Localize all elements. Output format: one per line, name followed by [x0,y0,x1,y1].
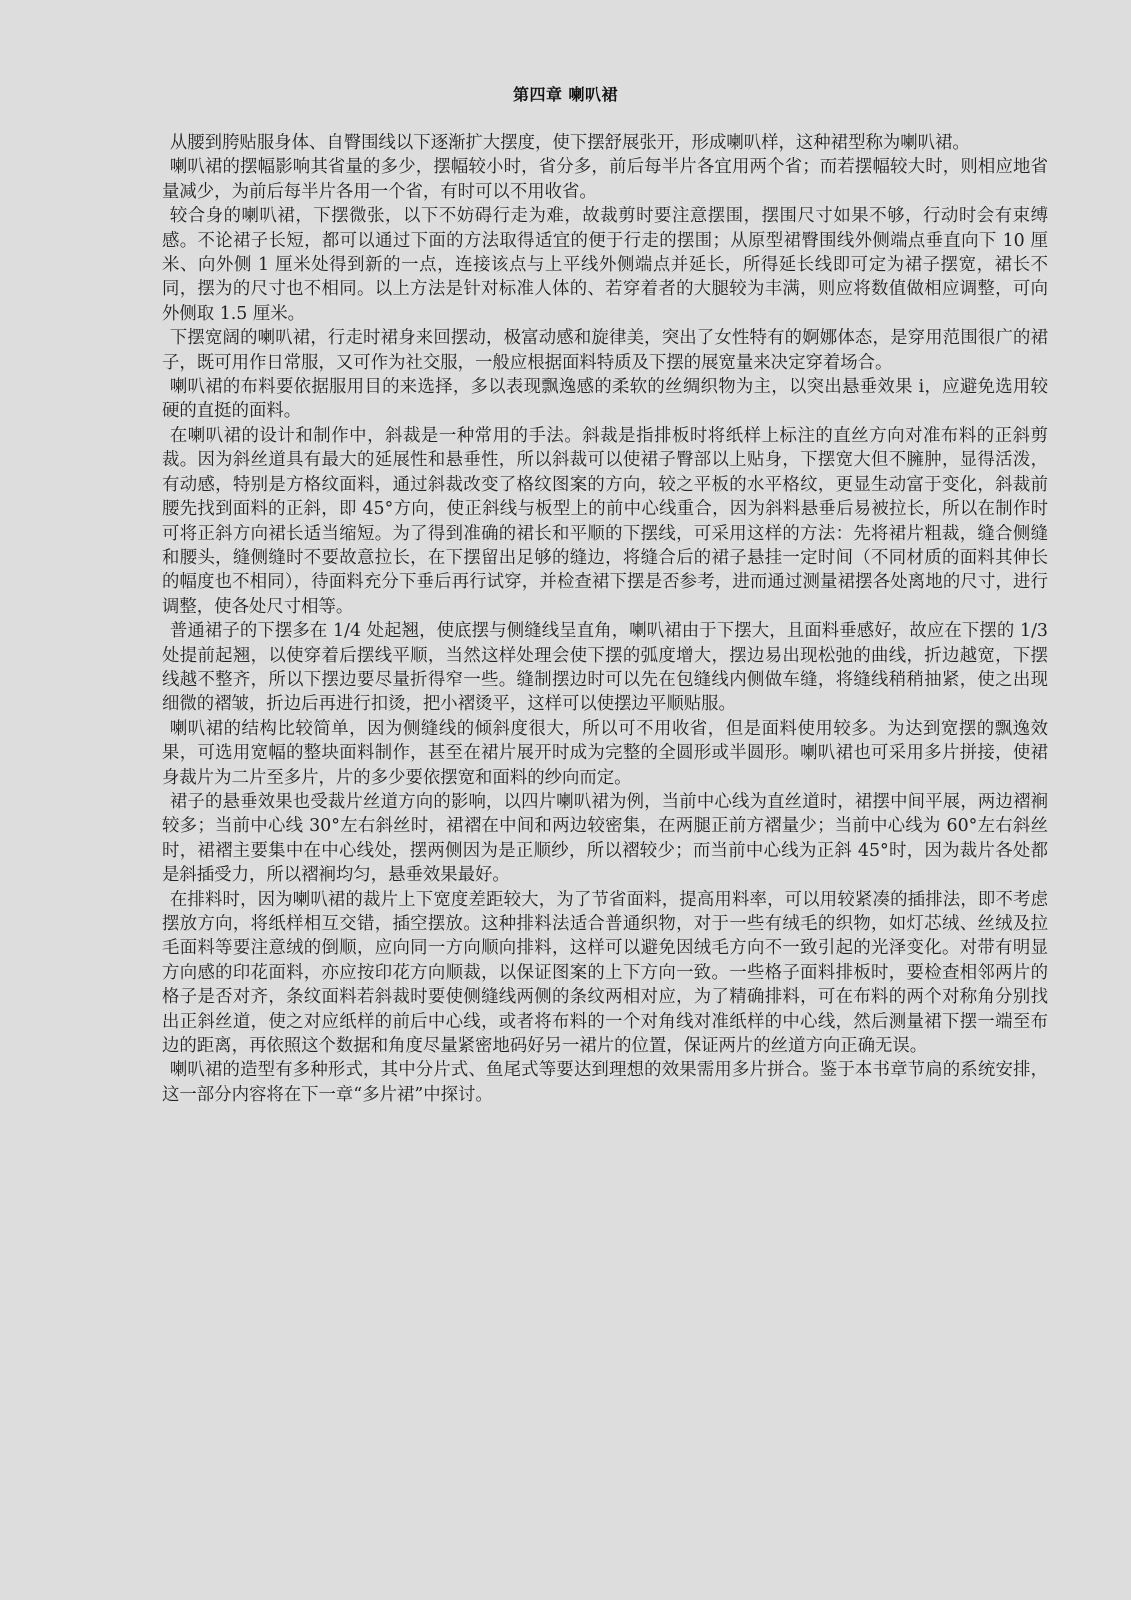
paragraph: 在排料时，因为喇叭裙的裁片上下宽度差距较大，为了节省面料，提高用料率，可以用较紧凑的插排法，即不考虑摆放方向，将纸样相互交错，插空摆放。这种排料法适合普通织物，对于一些有绒毛的织物，如灯芯绒、丝绒及拉毛面料等要注意绒的倒顺，应向同一方向顺向排料，这样可以避免因绒毛方向不一致引起的光泽变化。对带有明显方向感的印花面料，亦应按印花方向顺裁，以保证图案的上下方向一致。一些格子面料排板时，要检查相邻两片的格子是否对齐，条纹面料若斜裁时要使侧缝线两侧的条纹两相对应，为了精确排料，可在布料的两个对称角分别找出正斜丝道，使之对应纸样的前后中心线，或者将布料的一个对角线对准纸样的中心线，然后测量裙下摆一端至布边的距离，再依照这个数据和角度尽量紧密地码好另一裙片的位置，保证两片的丝道方向正确无误。 [162,889,1048,1057]
paragraph: 喇叭裙的布料要依据服用目的来选择，多以表现飘逸感的柔软的丝绸织物为主，以突出悬垂效果 i，应避免选用较硬的直挺的面料。 [162,377,1048,422]
paragraph: 下摆宽阔的喇叭裙，行走时裙身来回摆动，极富动感和旋律美，突出了女性特有的婀娜体态，是穿用范围很广的裙子，既可用作日常服，又可作为社交服，一般应根据面料特质及下摆的展宽量来决定穿着场合。 [162,328,1048,373]
paragraph: 较合身的喇叭裙，下摆微张，以下不妨碍行走为难，故裁剪时要注意摆围，摆围尺寸如果不够，行动时会有束缚感。不论裙子长短，都可以通过下面的方法取得适宜的便于行走的摆围；从原型裙臀围线外侧端点垂直向下 10 厘米、向外侧 1 厘米处得到新的一点，连接该点与上平线外侧端点并延长，所得延长线即可定为裙子摆宽，裙长不同，摆为的尺寸也不相同。以上方法是针对标准人体的、若穿着者的大腿较为丰满，则应将数值做相应调整，可向外侧取 1.5 厘米。 [162,206,1048,324]
paragraph: 普通裙子的下摆多在 1/4 处起翘，使底摆与侧缝线呈直角，喇叭裙由于下摆大，且面料垂感好，故应在下摆的 1/3 处提前起翘，以使穿着后摆线平顺，当然这样处理会使下摆的弧度增大，摆边易出现松弛的曲线，折边越宽，下摆线越不整齐，所以下摆边要尽量折得窄一些。缝制摆边时可以先在包缝线内侧做车缝，将缝线稍稍抽紧，使之出现细微的褶皱，折边后再进行扣烫，把小褶烫平，这样可以使摆边平顺贴服。 [162,621,1048,715]
paragraph: 在喇叭裙的设计和制作中，斜裁是一种常用的手法。斜裁是指排板时将纸样上标注的直丝方向对准布料的正斜剪裁。因为斜丝道具有最大的延展性和悬垂性，所以斜裁可以使裙子臀部以上贴身，下摆宽大但不臃肿，显得活泼，有动感，特别是方格纹面料，通过斜裁改变了格纹图案的方向，较之平板的水平格纹，更显生动富于变化，斜裁前腰先找到面料的正斜，即 45°方向，使正斜线与板型上的前中心线重合，因为斜料悬垂后易被拉长，所以在制作时可将正斜方向裙长适当缩短。为了得到准确的裙长和平顺的下摆线，可采用这样的方法：先将裙片粗裁，缝合侧缝和腰头，缝侧缝时不要故意拉长，在下摆留出足够的缝边，将缝合后的裙子悬挂一定时间（不同材质的面料其伸长的幅度也不相同），待面料充分下垂后再行试穿，并检查裙下摆是否参考，进而通过测量裙摆各处离地的尺寸，进行调整，使各处尺寸相等。 [162,425,1048,617]
paragraph: 喇叭裙的造型有多种形式，其中分片式、鱼尾式等要达到理想的效果需用多片拼合。鉴于本书章节扃的系统安排，这一部分内容将在下一章“多片裙”中探讨。 [162,1060,1048,1105]
paragraph: 喇叭裙的结构比较简单，因为侧缝线的倾斜度很大，所以可不用收省，但是面料使用较多。为达到宽摆的飘逸效果，可选用宽幅的整块面料制作，甚至在裙片展开时成为完整的全圆形或半圆形。喇叭裙也可采用多片拼接，使裙身裁片为二片至多片，片的多少要依摆宽和面料的纱向而定。 [162,718,1048,788]
chapter-title: 第四章 喇叭裙 [512,85,619,104]
paragraph: 裙子的悬垂效果也受裁片丝道方向的影响，以四片喇叭裙为例，当前中心线为直丝道时，裙摆中间平展，两边褶裥较多；当前中心线 30°左右斜丝时，裙褶在中间和两边较密集，在两腿正前方褶量少；当前中心线为 60°左右斜丝时，裙褶主要集中在中心线处，摆两侧因为是正顺纱，所以褶较少；而当前中心线为正斜 45°时，因为裁片各处都是斜插受力，所以褶裥均匀，悬垂效果最好。 [162,791,1048,886]
paragraph: 喇叭裙的摆幅影响其省量的多少，摆幅较小时，省分多，前后每半片各宜用两个省；而若摆幅较大时，则相应地省量减少，为前后每半片各用一个省，有时可以不用收省。 [162,157,1048,202]
body-text [162,131,1048,1107]
paragraph: 从腰到胯贴服身体、自臀围线以下逐渐扩大摆度，使下摆舒展张开，形成喇叭样，这种裙型称为喇叭裙。 [169,133,970,153]
